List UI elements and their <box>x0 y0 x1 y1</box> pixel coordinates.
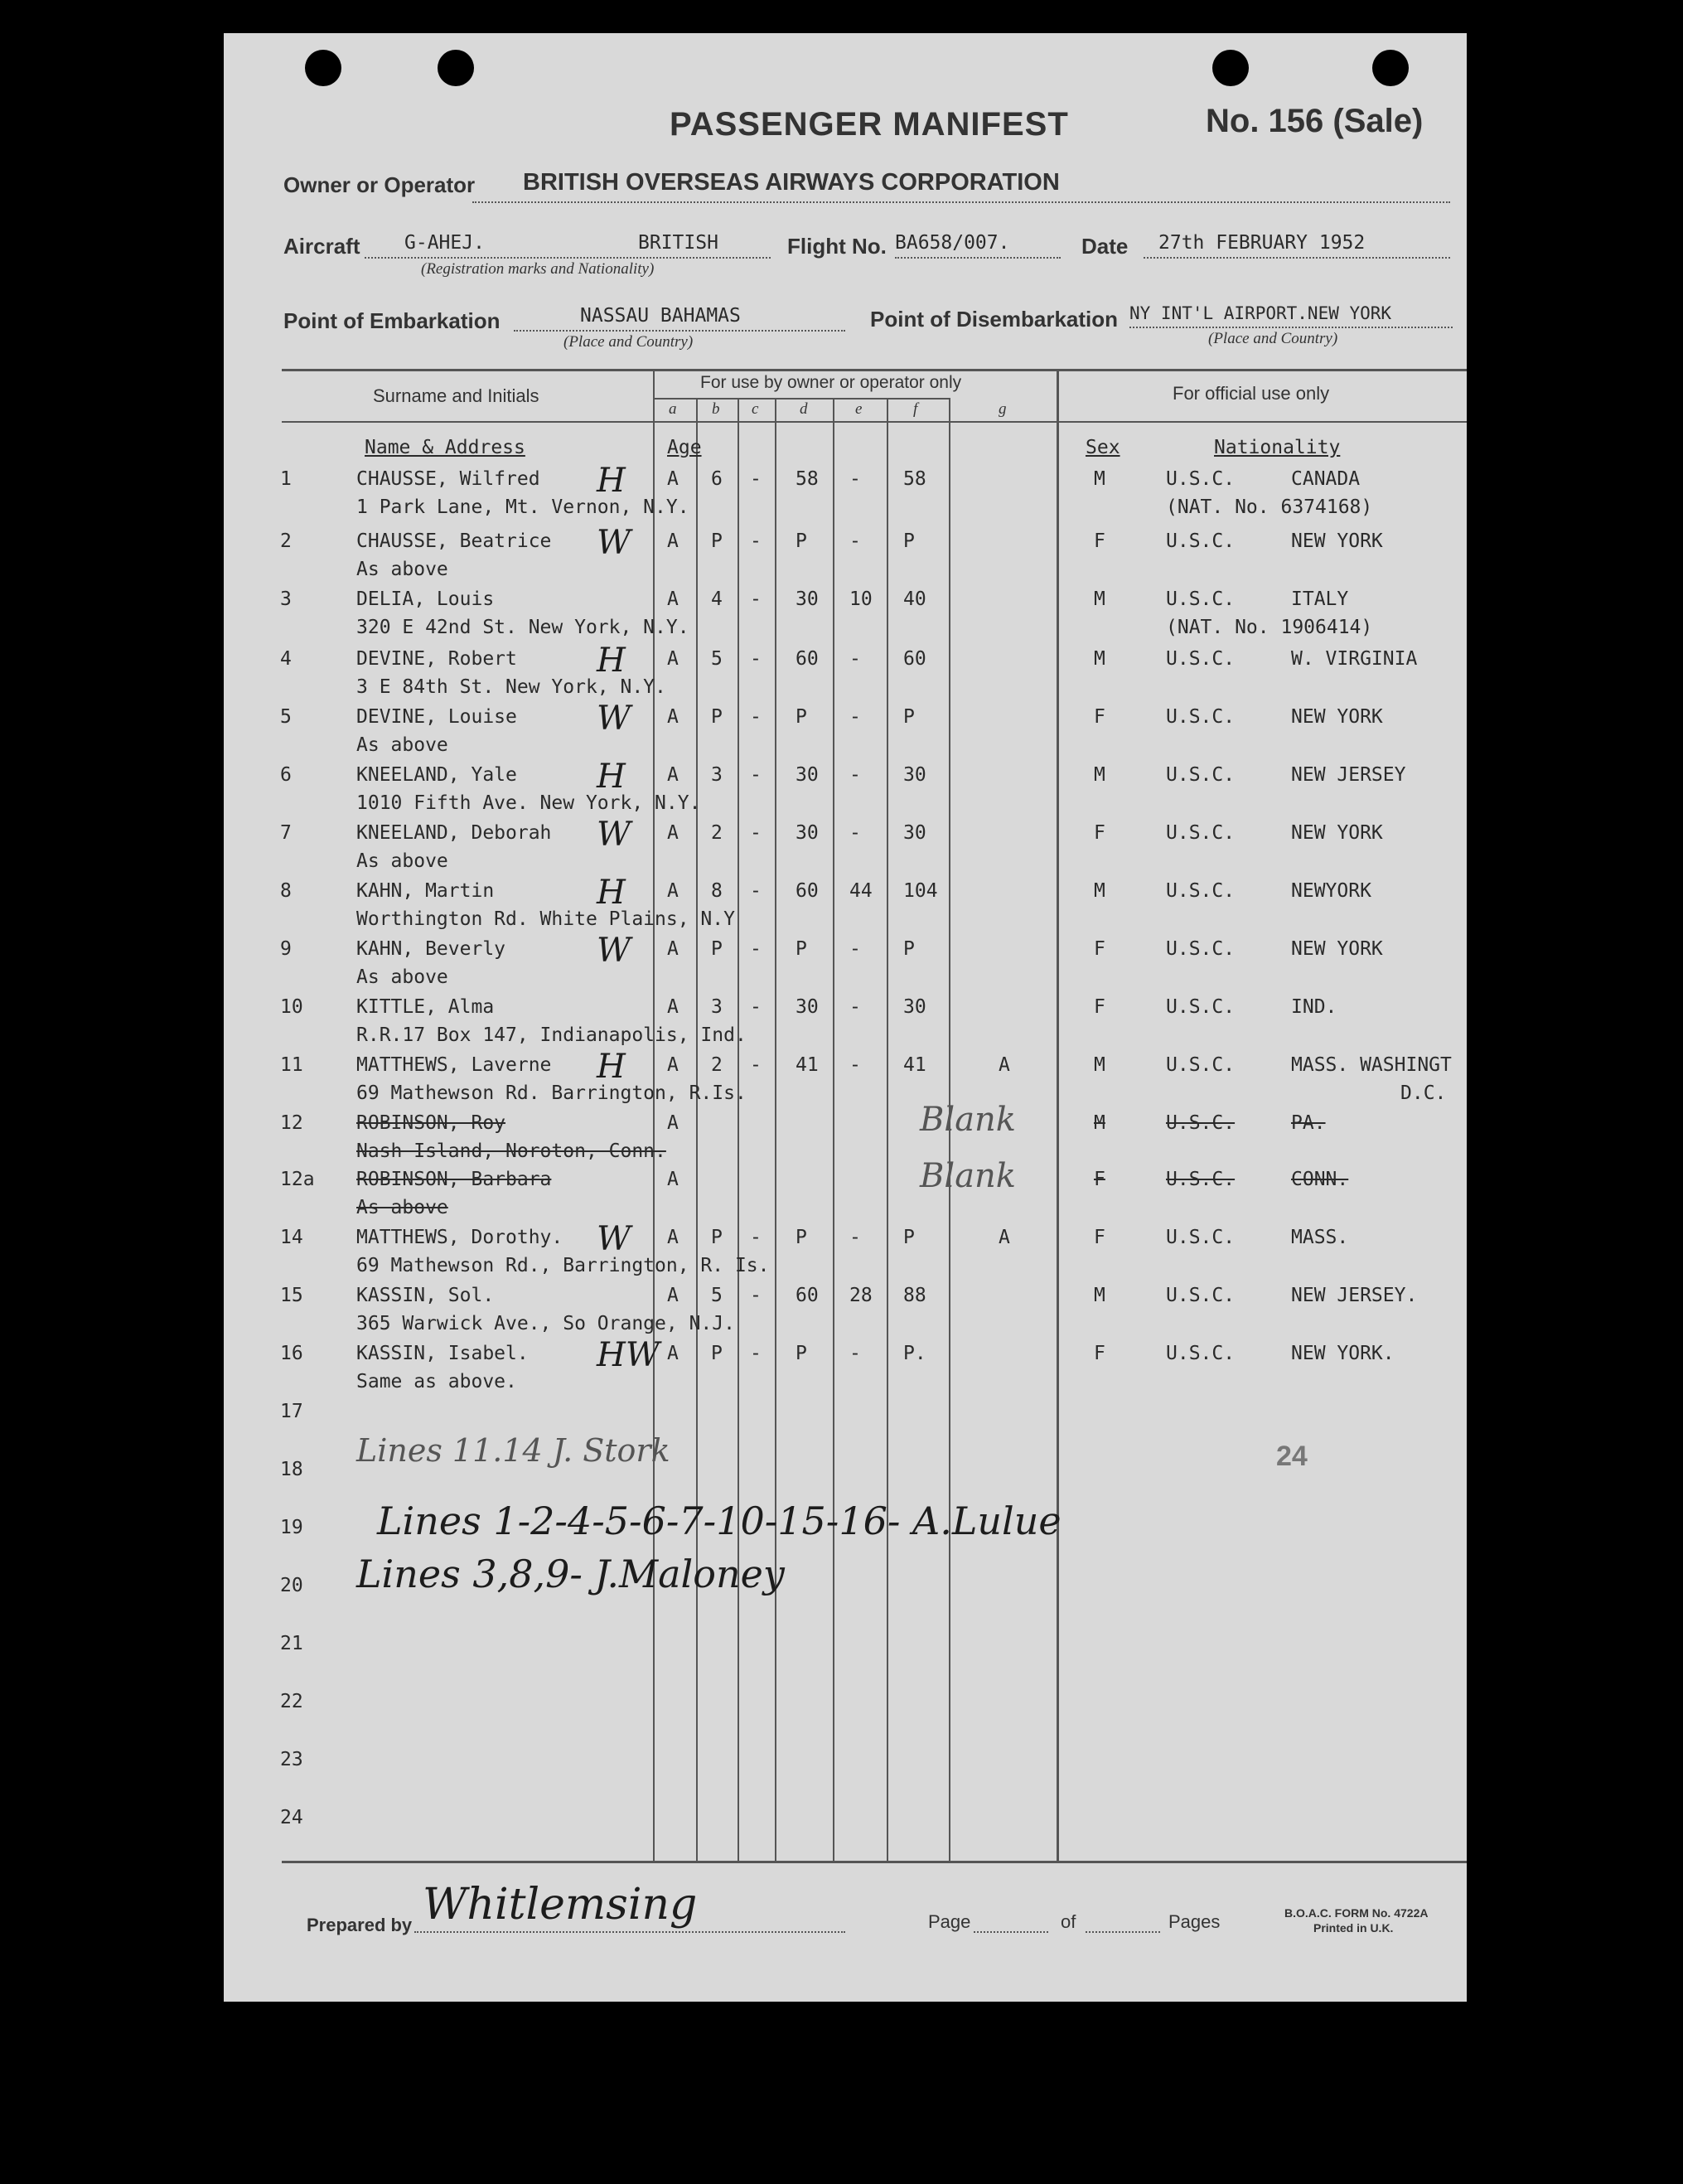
col-c: - <box>750 588 762 610</box>
hw-mark: HW <box>597 1336 660 1374</box>
col-e: - <box>849 938 861 960</box>
row-number: 19 <box>280 1517 303 1538</box>
citizenship: U.S.C. <box>1166 938 1236 960</box>
col-f: P <box>903 706 915 728</box>
nationality: NEW JERSEY. <box>1291 1285 1418 1306</box>
col-header-b: b <box>712 400 720 418</box>
passenger-name: KNEELAND, Yale <box>356 764 517 786</box>
nationality-detail: D.C. <box>1400 1082 1447 1104</box>
col-b: P <box>711 938 723 960</box>
col-d: 60 <box>796 880 819 902</box>
passenger-name: CHAUSSE, Wilfred <box>356 468 540 490</box>
col-e: - <box>849 764 861 786</box>
pages-label: Pages <box>1168 1911 1221 1932</box>
embarkation-label: Point of Embarkation <box>283 308 501 333</box>
flight-number: BA658/007. <box>895 232 1010 254</box>
col-f: P <box>903 1227 915 1248</box>
row-number: 24 <box>280 1807 303 1828</box>
nationality: MASS. WASHINGT <box>1291 1054 1452 1076</box>
passenger-address: 320 E 42nd St. New York, N.Y. <box>356 617 689 638</box>
col-b: 6 <box>711 468 723 490</box>
nationality: NEW YORK <box>1291 822 1383 844</box>
col-f: P <box>903 938 915 960</box>
nationality-detail: (NAT. No. 1906414) <box>1166 617 1373 638</box>
sex: F <box>1094 822 1105 844</box>
col-b: 5 <box>711 1285 723 1306</box>
date-label: Date <box>1081 234 1129 259</box>
passenger-address: R.R.17 Box 147, Indianapolis, Ind. <box>356 1024 747 1046</box>
col-g: A <box>999 1054 1010 1076</box>
col-c: - <box>750 530 762 552</box>
nationality-detail: (NAT. No. 6374168) <box>1166 496 1373 518</box>
col-f: 60 <box>903 648 926 670</box>
col-e: - <box>849 1227 861 1248</box>
sex: F <box>1094 1227 1105 1248</box>
hw-mark: H <box>597 642 626 680</box>
annotation-line17: Lines 11.14 J. Stork <box>356 1432 670 1469</box>
col-d: 30 <box>796 822 819 844</box>
owner-value: BRITISH OVERSEAS AIRWAYS CORPORATION <box>523 169 1060 196</box>
col-c: - <box>750 468 762 490</box>
prepared-label: Prepared by <box>307 1915 413 1935</box>
col-a: A <box>667 1112 679 1134</box>
aircraft-nationality: BRITISH <box>638 232 718 254</box>
col-a: A <box>667 938 679 960</box>
passenger-address: As above <box>356 1197 448 1218</box>
nationality: IND. <box>1291 996 1337 1018</box>
aircraft-sublabel: (Registration marks and Nationality) <box>421 260 655 278</box>
row-number: 1 <box>280 468 292 490</box>
passenger-address: As above <box>356 559 448 580</box>
annotation-line18: Lines 1-2-4-5-6-7-10-15-16- A.Lulue <box>377 1499 1062 1543</box>
citizenship: U.S.C. <box>1166 468 1236 490</box>
owner-label: Owner or Operator <box>283 172 476 197</box>
citizenship: U.S.C. <box>1166 530 1236 552</box>
hw-mark: H <box>597 874 626 912</box>
nationality: ITALY <box>1291 588 1349 610</box>
col-e: 44 <box>849 880 873 902</box>
row-number: 22 <box>280 1691 303 1712</box>
passenger-name: KASSIN, Sol. <box>356 1285 495 1306</box>
row-number: 18 <box>280 1459 303 1480</box>
sex: F <box>1094 1169 1105 1190</box>
sex: M <box>1094 880 1105 902</box>
hw-mark: W <box>597 816 631 854</box>
blank-note: Blank <box>920 1157 1017 1195</box>
passenger-name: KNEELAND, Deborah <box>356 822 552 844</box>
passenger-address: 1010 Fifth Ave. New York, N.Y. <box>356 792 701 814</box>
blank-note: Blank <box>920 1101 1017 1139</box>
age-label: Age <box>667 437 702 458</box>
col-b: 4 <box>711 588 723 610</box>
col-g: A <box>999 1227 1010 1248</box>
col-b: P <box>711 530 723 552</box>
col-e: 10 <box>849 588 873 610</box>
col-c: - <box>750 1227 762 1248</box>
row-number: 8 <box>280 880 292 902</box>
passenger-name: KASSIN, Isabel. <box>356 1343 529 1364</box>
flight-date: 27th FEBRUARY 1952 <box>1158 232 1366 254</box>
passenger-name: ROBINSON, Barbara <box>356 1169 552 1190</box>
form-number: B.O.A.C. FORM No. 4722A <box>1284 1906 1429 1920</box>
row-number: 11 <box>280 1054 303 1076</box>
nationality: PA. <box>1291 1112 1326 1134</box>
col-header-f: f <box>913 400 918 418</box>
col-b: P <box>711 1227 723 1248</box>
col-e: - <box>849 996 861 1018</box>
col-header-a: a <box>669 400 677 418</box>
col-a: A <box>667 822 679 844</box>
col-f: 41 <box>903 1054 926 1076</box>
col-c: - <box>750 706 762 728</box>
col-f: 88 <box>903 1285 926 1306</box>
row-number: 20 <box>280 1575 303 1596</box>
row-number: 12 <box>280 1112 303 1134</box>
passenger-name: DEVINE, Robert <box>356 648 517 670</box>
passenger-name: DELIA, Louis <box>356 588 495 610</box>
sex: F <box>1094 706 1105 728</box>
sex-label: Sex <box>1086 437 1120 458</box>
col-c: - <box>750 880 762 902</box>
passenger-address: Same as above. <box>356 1371 517 1392</box>
col-e: - <box>849 822 861 844</box>
citizenship: U.S.C. <box>1166 1169 1236 1190</box>
col-d: 58 <box>796 468 819 490</box>
citizenship: U.S.C. <box>1166 764 1236 786</box>
col-f: P. <box>903 1343 926 1364</box>
passenger-name: KAHN, Martin <box>356 880 495 902</box>
sex: M <box>1094 588 1105 610</box>
punch-hole <box>305 50 341 86</box>
citizenship: U.S.C. <box>1166 1112 1236 1134</box>
passenger-address: 3 E 84th St. New York, N.Y. <box>356 676 666 698</box>
hw-mark: W <box>597 932 631 970</box>
nationality: NEWYORK <box>1291 880 1371 902</box>
col-b: P <box>711 706 723 728</box>
col-a: A <box>667 648 679 670</box>
document-title: PASSENGER MANIFEST <box>670 106 1069 143</box>
col-a: A <box>667 1054 679 1076</box>
row-number: 3 <box>280 588 292 610</box>
nationality: W. VIRGINIA <box>1291 648 1418 670</box>
passenger-name: ROBINSON, Roy <box>356 1112 506 1134</box>
passenger-address: 1 Park Lane, Mt. Vernon, N.Y. <box>356 496 689 518</box>
passenger-address: Worthington Rd. White Plains, N.Y <box>356 908 735 930</box>
row-number: 17 <box>280 1401 303 1422</box>
passenger-name: KITTLE, Alma <box>356 996 495 1018</box>
page-label: Page <box>928 1911 971 1932</box>
col-f: P <box>903 530 915 552</box>
col-f: 40 <box>903 588 926 610</box>
hw-mark: W <box>597 1220 631 1258</box>
sex: M <box>1094 1112 1105 1134</box>
disembarkation-sublabel: (Place and Country) <box>1208 330 1338 347</box>
citizenship: U.S.C. <box>1166 822 1236 844</box>
citizenship: U.S.C. <box>1166 1285 1236 1306</box>
col-a: A <box>667 588 679 610</box>
embarkation-sublabel: (Place and Country) <box>563 333 694 351</box>
passenger-address: 365 Warwick Ave., So Orange, N.J. <box>356 1313 735 1334</box>
annotation-line19: Lines 3,8,9- J.Maloney <box>356 1552 785 1596</box>
row-number: 9 <box>280 938 292 960</box>
name-address-label: Name & Address <box>365 437 525 458</box>
sex: F <box>1094 1343 1105 1364</box>
col-e: - <box>849 706 861 728</box>
col-c: - <box>750 1343 762 1364</box>
hw-mark: H <box>597 1048 626 1086</box>
row-number: 16 <box>280 1343 303 1364</box>
passenger-address: As above <box>356 966 448 988</box>
sex: F <box>1094 938 1105 960</box>
col-c: - <box>750 1285 762 1306</box>
citizenship: U.S.C. <box>1166 588 1236 610</box>
col-e: - <box>849 530 861 552</box>
col-d: 30 <box>796 588 819 610</box>
punch-hole <box>1212 50 1249 86</box>
col-f: 30 <box>903 996 926 1018</box>
hw-mark: W <box>597 700 631 738</box>
nationality: NEW YORK <box>1291 938 1383 960</box>
col-c: - <box>750 996 762 1018</box>
punch-hole <box>1372 50 1409 86</box>
passenger-name: DEVINE, Louise <box>356 706 517 728</box>
citizenship: U.S.C. <box>1166 1227 1236 1248</box>
col-b: 8 <box>711 880 723 902</box>
col-a: A <box>667 996 679 1018</box>
col-a: A <box>667 880 679 902</box>
col-d: 30 <box>796 996 819 1018</box>
col-d: 30 <box>796 764 819 786</box>
col-b: 2 <box>711 1054 723 1076</box>
row-number: 4 <box>280 648 292 670</box>
manifest-number: No. 156 (Sale) <box>1206 103 1424 139</box>
col-header-d: d <box>800 400 808 418</box>
col-d: P <box>796 938 807 960</box>
col-d: P <box>796 1343 807 1364</box>
passenger-address: As above <box>356 850 448 872</box>
col-c: - <box>750 764 762 786</box>
passenger-address: 69 Mathewson Rd., Barrington, R. Is. <box>356 1255 770 1276</box>
nationality: CONN. <box>1291 1169 1349 1190</box>
col-e: - <box>849 648 861 670</box>
hw-mark: H <box>597 758 626 796</box>
flight-label: Flight No. <box>787 234 887 259</box>
preparer-signature: Whitlemsing <box>423 1880 698 1930</box>
col-f: 30 <box>903 764 926 786</box>
sex: F <box>1094 530 1105 552</box>
col-header-e: e <box>855 400 863 418</box>
col-b: 2 <box>711 822 723 844</box>
nationality: NEW YORK <box>1291 530 1383 552</box>
operator-header: For use by owner or operator only <box>700 373 962 392</box>
row-number: 12a <box>280 1169 315 1190</box>
col-f: 104 <box>903 880 938 902</box>
col-a: A <box>667 468 679 490</box>
nationality-label: Nationality <box>1214 437 1341 458</box>
of-label: of <box>1061 1911 1076 1932</box>
col-d: 41 <box>796 1054 819 1076</box>
passenger-name: KAHN, Beverly <box>356 938 506 960</box>
row-number: 15 <box>280 1285 303 1306</box>
hw-mark: W <box>597 524 631 562</box>
col-a: A <box>667 706 679 728</box>
official-header: For official use only <box>1173 383 1330 404</box>
disembarkation-label: Point of Disembarkation <box>870 307 1119 332</box>
sex: M <box>1094 648 1105 670</box>
nationality: NEW JERSEY <box>1291 764 1406 786</box>
col-b: 5 <box>711 648 723 670</box>
passenger-name: CHAUSSE, Beatrice <box>356 530 552 552</box>
disembarkation-value: NY INT'L AIRPORT.NEW YORK <box>1129 303 1392 323</box>
col-header-c: c <box>752 400 759 418</box>
col-d: P <box>796 1227 807 1248</box>
col-c: - <box>750 1054 762 1076</box>
row-number: 2 <box>280 530 292 552</box>
manifest-sheet <box>224 33 1467 2002</box>
citizenship: U.S.C. <box>1166 706 1236 728</box>
col-e: 28 <box>849 1285 873 1306</box>
aircraft-registration: G-AHEJ. <box>404 232 485 254</box>
row-number: 23 <box>280 1749 303 1770</box>
row-number: 14 <box>280 1227 303 1248</box>
row-number: 5 <box>280 706 292 728</box>
row-number: 6 <box>280 764 292 786</box>
col-a: A <box>667 1285 679 1306</box>
embarkation-value: NASSAU BAHAMAS <box>580 305 741 327</box>
citizenship: U.S.C. <box>1166 880 1236 902</box>
passenger-address: As above <box>356 734 448 756</box>
page-stamp: 24 <box>1276 1441 1308 1472</box>
passenger-address: 69 Mathewson Rd. Barrington, R.Is. <box>356 1082 747 1104</box>
col-a: A <box>667 764 679 786</box>
sex: M <box>1094 468 1105 490</box>
nationality: CANADA <box>1291 468 1361 490</box>
col-b: 3 <box>711 764 723 786</box>
col-b: 3 <box>711 996 723 1018</box>
nationality: MASS. <box>1291 1227 1349 1248</box>
sex: M <box>1094 764 1105 786</box>
row-number: 10 <box>280 996 303 1018</box>
col-a: A <box>667 1227 679 1248</box>
col-e: - <box>849 1343 861 1364</box>
col-d: P <box>796 530 807 552</box>
nationality: NEW YORK <box>1291 706 1383 728</box>
col-a: A <box>667 1169 679 1190</box>
col-f: 58 <box>903 468 926 490</box>
col-d: P <box>796 706 807 728</box>
col-a: A <box>667 1343 679 1364</box>
sex: F <box>1094 996 1105 1018</box>
col-b: P <box>711 1343 723 1364</box>
col-header-g: g <box>999 400 1007 418</box>
col-c: - <box>750 648 762 670</box>
surname-header: Surname and Initials <box>373 385 539 406</box>
passenger-name: MATTHEWS, Laverne <box>356 1054 552 1076</box>
printed-note: Printed in U.K. <box>1313 1921 1394 1935</box>
punch-hole <box>438 50 474 86</box>
sex: M <box>1094 1054 1105 1076</box>
citizenship: U.S.C. <box>1166 648 1236 670</box>
citizenship: U.S.C. <box>1166 1343 1236 1364</box>
col-d: 60 <box>796 1285 819 1306</box>
passenger-address: Nash Island, Noroton, Conn. <box>356 1140 666 1162</box>
col-c: - <box>750 822 762 844</box>
row-number: 7 <box>280 822 292 844</box>
col-a: A <box>667 530 679 552</box>
col-c: - <box>750 938 762 960</box>
col-d: 60 <box>796 648 819 670</box>
citizenship: U.S.C. <box>1166 1054 1236 1076</box>
nationality: NEW YORK. <box>1291 1343 1395 1364</box>
sex: M <box>1094 1285 1105 1306</box>
row-number: 21 <box>280 1633 303 1654</box>
aircraft-label: Aircraft <box>283 234 360 259</box>
passenger-name: MATTHEWS, Dorothy. <box>356 1227 563 1248</box>
hw-mark: H <box>597 462 626 500</box>
col-f: 30 <box>903 822 926 844</box>
col-e: - <box>849 468 861 490</box>
col-e: - <box>849 1054 861 1076</box>
citizenship: U.S.C. <box>1166 996 1236 1018</box>
